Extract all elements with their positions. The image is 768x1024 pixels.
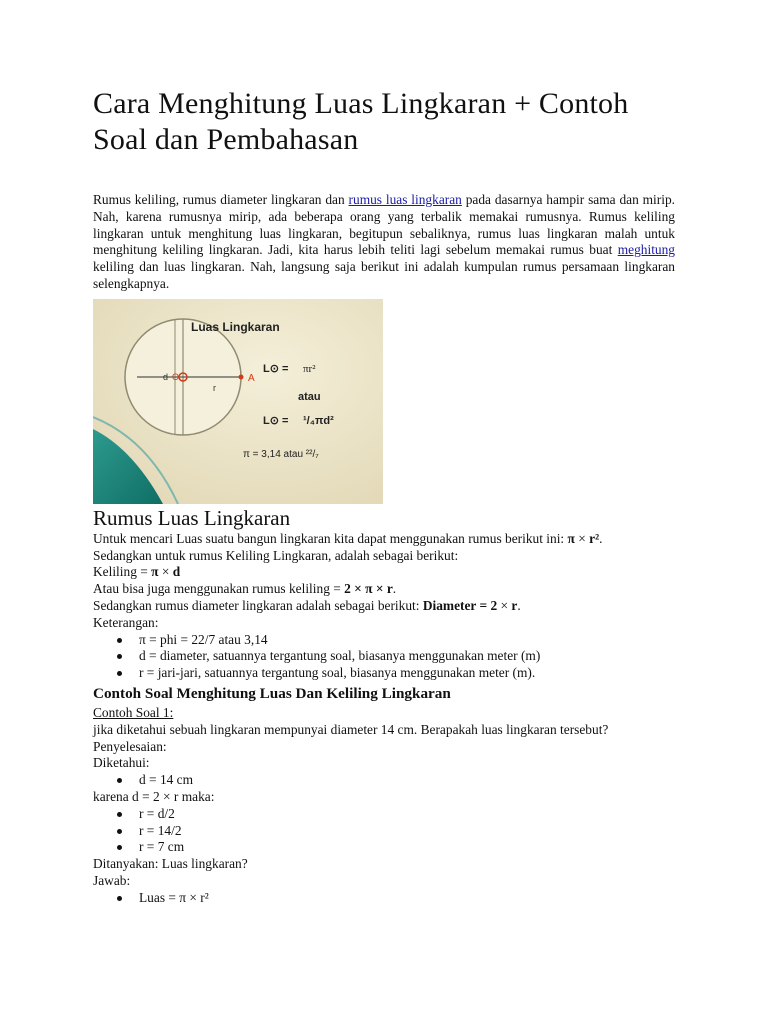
diameter-text: Sedangkan rumus diameter lingkaran adalah sebagai berikut: bbox=[93, 597, 423, 613]
diameter-formula: Sedangkan rumus diameter lingkaran adalah sebagai berikut: Diameter = 2 × r. bbox=[93, 597, 521, 613]
keliling-times: × bbox=[158, 564, 173, 580]
list-item: r = 7 cm bbox=[139, 839, 675, 856]
label-a: A bbox=[248, 372, 255, 384]
keliling-pi: π bbox=[151, 564, 159, 580]
link-meghitung[interactable]: meghitung bbox=[617, 242, 675, 258]
list-item: r = d/2 bbox=[139, 806, 675, 823]
label-r: r bbox=[213, 382, 216, 393]
area-formula-text: Untuk mencari Luas suatu bangun lingkaran kita dapat menggunakan rumus berikut ini: bbox=[93, 530, 565, 546]
ditanyakan-line: Ditanyakan: Luas lingkaran? bbox=[93, 856, 248, 872]
answer-list bbox=[93, 890, 675, 907]
pi-note: π = 3,14 atau ²²/₇ bbox=[243, 448, 319, 460]
list-item: r = jari-jari, satuannya tergantung soal, biasanya menggunakan meter (m). bbox=[139, 665, 675, 682]
link-rumus-luas-lingkaran[interactable]: rumus luas lingkaran bbox=[348, 192, 462, 207]
label-o: O bbox=[172, 371, 180, 382]
diketahui-label: Diketahui: bbox=[93, 755, 150, 771]
formula-or: atau bbox=[298, 390, 321, 403]
label-d: d bbox=[163, 371, 169, 382]
diameter-times: × bbox=[497, 597, 512, 613]
notes-list bbox=[93, 632, 675, 682]
keterangan-label: Keterangan: bbox=[93, 614, 159, 630]
figure-title: Luas Lingkaran bbox=[191, 319, 280, 334]
keliling-alt-formula: 2 × π × r bbox=[344, 581, 393, 597]
steps-list bbox=[93, 806, 675, 856]
area-formula-pi: π bbox=[567, 530, 575, 546]
keliling-d: d bbox=[172, 564, 181, 580]
diameter-label: Diameter = 2 bbox=[422, 597, 498, 613]
formula1-rhs: πr² bbox=[303, 362, 316, 375]
intro-text-3: keliling dan luas lingkaran. Nah, langsung saja berikut ini adalah kumpulan rumus persamaan lingkaran selengkapnya. bbox=[93, 259, 675, 291]
list-item: d = diameter, satuannya tergantung soal, biasanya menggunakan meter (m) bbox=[139, 648, 675, 665]
circle-area-figure bbox=[93, 299, 383, 504]
keliling-formula bbox=[93, 564, 675, 581]
section-heading-contoh: Contoh Soal Menghitung Luas Dan Keliling Lingkaran bbox=[93, 684, 451, 702]
example-question: jika diketahui sebuah lingkaran mempunyai diameter 14 cm. Berapakah luas lingkaran tersebut? bbox=[93, 721, 609, 737]
diameter-r: r bbox=[511, 597, 518, 613]
area-formula-r2: r² bbox=[589, 530, 600, 546]
list-item: d = 14 cm bbox=[139, 772, 675, 789]
section-heading-rumus: Rumus Luas Lingkaran bbox=[93, 505, 291, 530]
area-formula-times: × bbox=[574, 530, 590, 546]
keliling-label: Keliling = bbox=[93, 564, 152, 580]
list-item: Luas = π × r² bbox=[139, 890, 675, 907]
circle-diagram bbox=[93, 299, 383, 504]
karena-line: karena d = 2 × r maka: bbox=[93, 788, 215, 804]
keliling-alt: Atau bisa juga menggunakan rumus keliling = 2 × π × r. bbox=[93, 581, 397, 597]
known-list bbox=[93, 772, 675, 789]
point-a bbox=[239, 374, 244, 379]
formula1-lhs: L⊙ = bbox=[263, 362, 289, 375]
intro-paragraph bbox=[93, 192, 675, 293]
area-formula-line: Untuk mencari Luas suatu bangun lingkaran kita dapat menggunakan rumus berikut ini: π × r². bbox=[93, 530, 603, 546]
jawab-label: Jawab: bbox=[93, 872, 131, 888]
keliling-alt-text: Atau bisa juga menggunakan rumus keliling = bbox=[93, 581, 345, 597]
intro-text-1: Rumus keliling, rumus diameter lingkaran dan bbox=[93, 192, 349, 207]
list-item: r = 14/2 bbox=[139, 823, 675, 840]
list-item: π = phi = 22/7 atau 3,14 bbox=[139, 632, 675, 649]
example-title: Contoh Soal 1: bbox=[93, 704, 174, 720]
keliling-intro: Sedangkan untuk rumus Keliling Lingkaran, adalah sebagai berikut: bbox=[93, 547, 459, 563]
formula2-lhs: L⊙ = bbox=[263, 414, 289, 427]
formula2-rhs: ¹/₄πd² bbox=[303, 414, 334, 427]
penyelesaian-label: Penyelesaian: bbox=[93, 738, 167, 754]
intro-text-2: pada dasarnya hampir sama dan mirip. Nah, karena rumusnya mirip, ada beberapa orang yang terbalik memakai rumusnya. Rumus keliling lingkaran untuk menghitung luas lingkaran, begitupun sebaliknya, rumus luas lingkaran malah untuk menghitung keliling lingkaran. Jadi, kita harus lebih teliti lagi sebelum memakai rumus buat bbox=[93, 192, 675, 258]
article bbox=[93, 86, 675, 907]
page-title: Cara Menghitung Luas Lingkaran + Contoh Soal dan Pembahasan bbox=[93, 87, 629, 156]
